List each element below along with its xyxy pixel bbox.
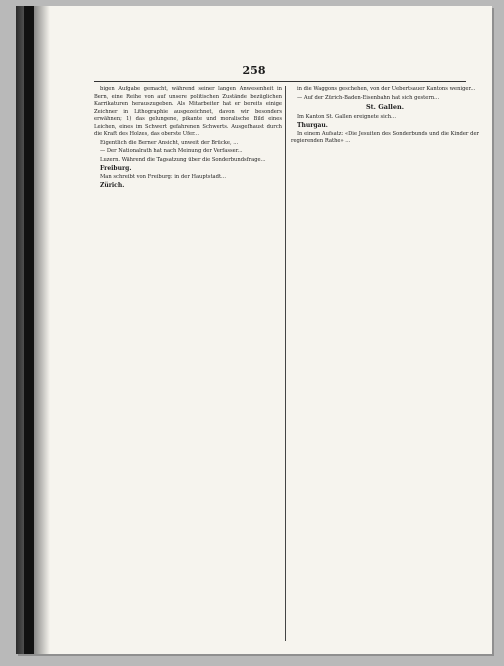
header-rule [94, 81, 466, 82]
left-column [94, 86, 282, 646]
column-divider [285, 86, 286, 641]
article-paragraph: Im Kanton St. Gallen ereignete sich... [297, 113, 397, 120]
section-heading: St. Gallen. [365, 103, 405, 111]
article-paragraph: in die Waggons geschehen, von der Uebertsauer Kantons weniger... [297, 86, 476, 92]
page-number: 258 [242, 64, 266, 77]
article-dateline: Thurgau. [297, 122, 328, 129]
article-paragraph: — Der Nationalrath hat nach Meinung der Verfasser... [100, 148, 243, 154]
article-paragraph: — Auf der Zürich-Baden-Eisenbahn hat sich gestern... [297, 94, 440, 101]
article-paragraph: Man schreibt von Freiburg: in der Hauptstadt... [100, 173, 226, 180]
newspaper-page [16, 6, 492, 654]
article-paragraph: Luzern. Während die Tagsatzung über die Sonderbundsfrage... [100, 156, 266, 163]
article-paragraph: Eigentlich die Berner Ansicht, unweit der Brücke, ... [100, 139, 239, 146]
right-column [291, 86, 479, 646]
article-paragraph: bigen Aufgabe gemacht, während seiner langen Anwesenheit in Bern, eine Reihe von auf unsere politischen Zustände bezüglichen Karrikaturen herauszugeben. Als Mitarbeiter hat er bereits einige Zeichner in Lithographie ausgezeichnet, davon wir besonders erwähnen; 1) das gelungene, pikante und moralische Bild eines Leichen, eines im Schwert gefahrenen Schwerts. Ausgefhaust durch die Kraft des Holzes, das oberste Ufer... [94, 86, 282, 137]
article-dateline: Freiburg. [100, 165, 132, 172]
scan-margin-bar [24, 6, 34, 654]
article-dateline: Zürich. [100, 182, 125, 189]
article-paragraph: In einem Aufsatz: «Die Jesuiten des Sonderbunds und die Kinder der regierenden Rathe» ... [291, 130, 479, 144]
